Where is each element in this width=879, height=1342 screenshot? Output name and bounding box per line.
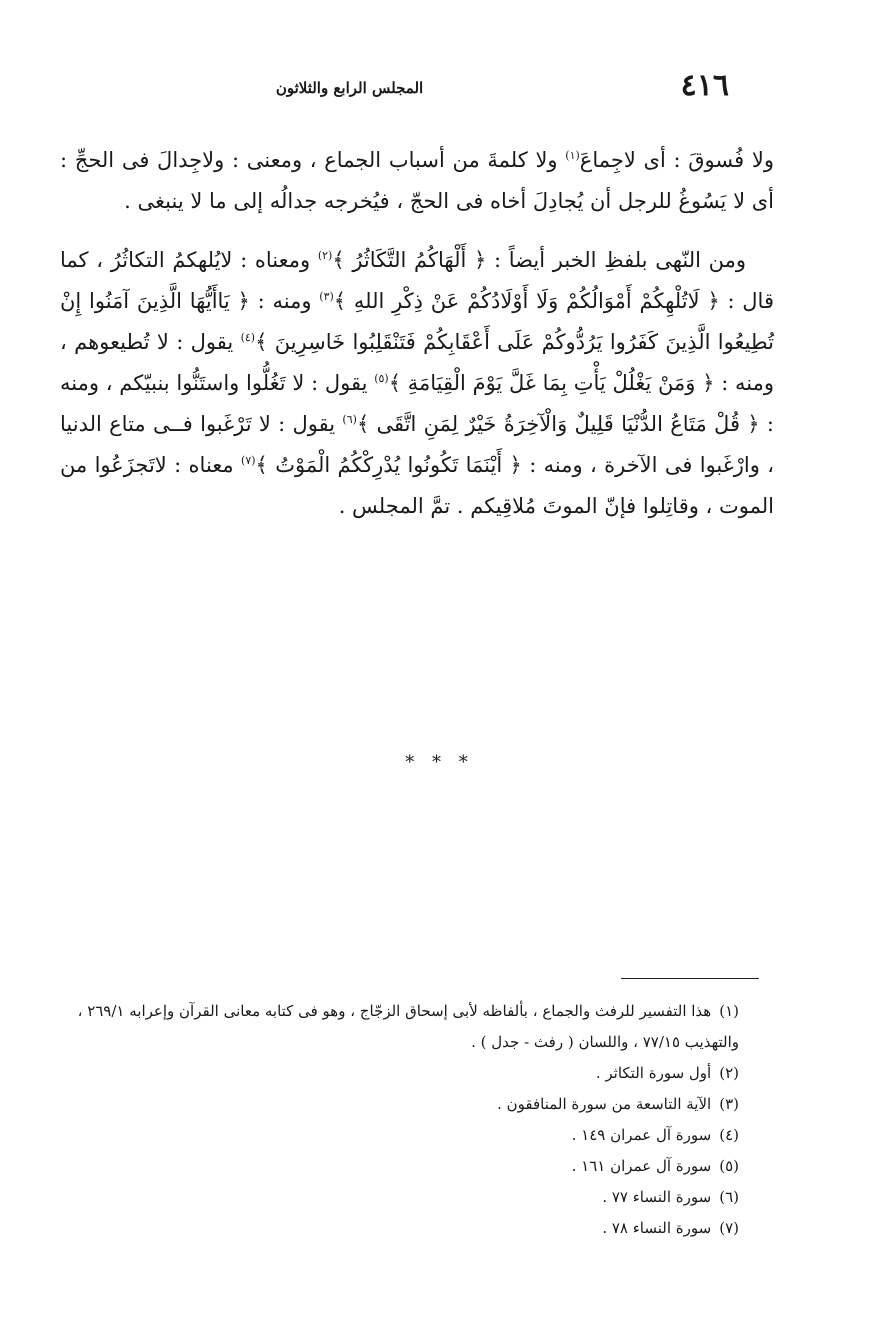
main-text: [60, 140, 774, 527]
footnote-text: هذا التفسير للرفث والجماع ، بألفاظه لأبى إسحاق الزجّاج ، وهو فى كتابه معانى القرآن وإعرابه ٢٦٩/١ ، والتهذيب ٧٧/١٥ ، واللسان ( رفث - جدل ) .: [77, 1002, 739, 1051]
footnote-item: [62, 1213, 739, 1244]
page-header: [90, 66, 729, 106]
quran-quote-3: ﴿ يَاأَيُّهَا الَّذِينَ آمَنُوا إِنْ تُطِيعُوا الَّذِينَ كَفَرُوا يَرُدُّوكُمْ عَلَى أَعْقَابِكُمْ فَتَنْقَلِبُوا خَاسِرِينَ ﴾: [60, 289, 774, 354]
footnote-number: (٥): [719, 1157, 739, 1175]
footnote-item: [62, 1151, 739, 1182]
quran-quote-1: ﴿ أَلْهَاكُمُ التَّكَاثُرُ ﴾: [332, 248, 487, 272]
paragraph-2-text-7: معناه : لاتَجزَعُوا من الموت ، وقاتِلوا فإنّ الموتَ مُلاقِيكم . تمَّ المجلس .: [60, 453, 774, 518]
quran-quote-6: ﴿ أَيْنَمَا تَكُونُوا يُدْرِكْكُمُ الْمَوْتُ ﴾: [255, 453, 522, 477]
section-separator: * * *: [405, 752, 474, 773]
footnote-ref-4: (٤): [240, 331, 256, 344]
paragraph-1: [60, 140, 774, 222]
footnote-text: سورة آل عمران ١٤٩ .: [571, 1126, 712, 1144]
footnote-text: سورة النساء ٧٨ .: [602, 1219, 712, 1237]
footnote-text: الآية التاسعة من سورة المنافقون .: [497, 1095, 712, 1113]
footnote-number: (٢): [719, 1064, 739, 1082]
footnote-number: (٤): [719, 1126, 739, 1144]
footnote-ref-3: (٣): [319, 290, 334, 303]
paragraph-1-text-b: ولا كلمةَ من أسباب الجماع ، ومعنى : ولاجِدالَ فى الحجِّ : أى لا يَسُوغُ للرجل أن يُجادِلَ أخاه فى الحجّ ، فيُخرجه جدالُه إلى ما لا ينبغى .: [60, 148, 774, 213]
footnote-item: [62, 1182, 739, 1213]
footnote-item: [62, 996, 739, 1058]
paragraph-2-text-1: ومن النّهى بلفظِ الخبر أيضاً :: [494, 248, 747, 272]
paragraph-2-text-4: يقول : لا تُطيعوهم ، ومنه :: [60, 330, 774, 395]
footnote-ref-5: (٥): [374, 372, 389, 385]
footnote-divider: [621, 978, 759, 979]
footnote-ref-7: (٧): [241, 454, 256, 467]
page-number: ٤١٦: [680, 68, 729, 103]
paragraph-2-text-3: ومنه :: [257, 289, 312, 313]
paragraph-2: [60, 240, 774, 527]
footnote-number: (٣): [719, 1095, 739, 1113]
paragraph-2-text-5: يقول : لا تَغُلُّوا واستَنُّوا بنبيّكم ، ومنه :: [60, 371, 774, 436]
footnote-item: [62, 1120, 739, 1151]
footnote-number: (٦): [719, 1188, 739, 1206]
quran-quote-5: ﴿ قُلْ مَتَاعُ الدُّنْيَا قَلِيلٌ وَالْآخِرَةُ خَيْرٌ لِمَنِ اتَّقَى ﴾: [356, 412, 760, 436]
quran-quote-4: ﴿ وَمَنْ يَغْلُلْ يَأْتِ بِمَا غَلَّ يَوْمَ الْقِيَامَةِ ﴾: [388, 371, 715, 395]
footnotes-list: [62, 996, 739, 1244]
paragraph-1-text-a: ولا فُسوقَ : أى لاجِماعَ: [579, 148, 774, 172]
footnote-ref-2: (٢): [317, 249, 333, 262]
footnote-item: [62, 1089, 739, 1120]
footnote-number: (١): [719, 1002, 739, 1020]
quran-quote-2: ﴿ لَاتُلْهِكُمْ أَمْوَالُكُمْ وَلَا أَوْلَادُكُمْ عَنْ ذِكْرِ اللهِ ﴾: [333, 289, 720, 313]
footnote-text: سورة آل عمران ١٦١ .: [571, 1157, 712, 1175]
paragraph-2-text-2: ومعناه : لايُلهكمُ التكاثُرُ ، كما قال :: [60, 248, 774, 313]
footnote-ref-6: (٦): [342, 413, 357, 426]
footnote-number: (٧): [719, 1219, 739, 1237]
running-title: المجلس الرابع والثلاثون: [275, 79, 424, 97]
footnote-text: أول سورة التكاثر .: [595, 1064, 712, 1082]
paragraph-2-text-6: يقول : لا تَرْغَبوا فــى متاع الدنيا ، وارْغَبوا فى الآخرة ، ومنه :: [60, 412, 774, 477]
footnote-item: [62, 1058, 739, 1089]
footnote-ref-1: (١): [565, 149, 580, 162]
footnote-text: سورة النساء ٧٧ .: [602, 1188, 712, 1206]
